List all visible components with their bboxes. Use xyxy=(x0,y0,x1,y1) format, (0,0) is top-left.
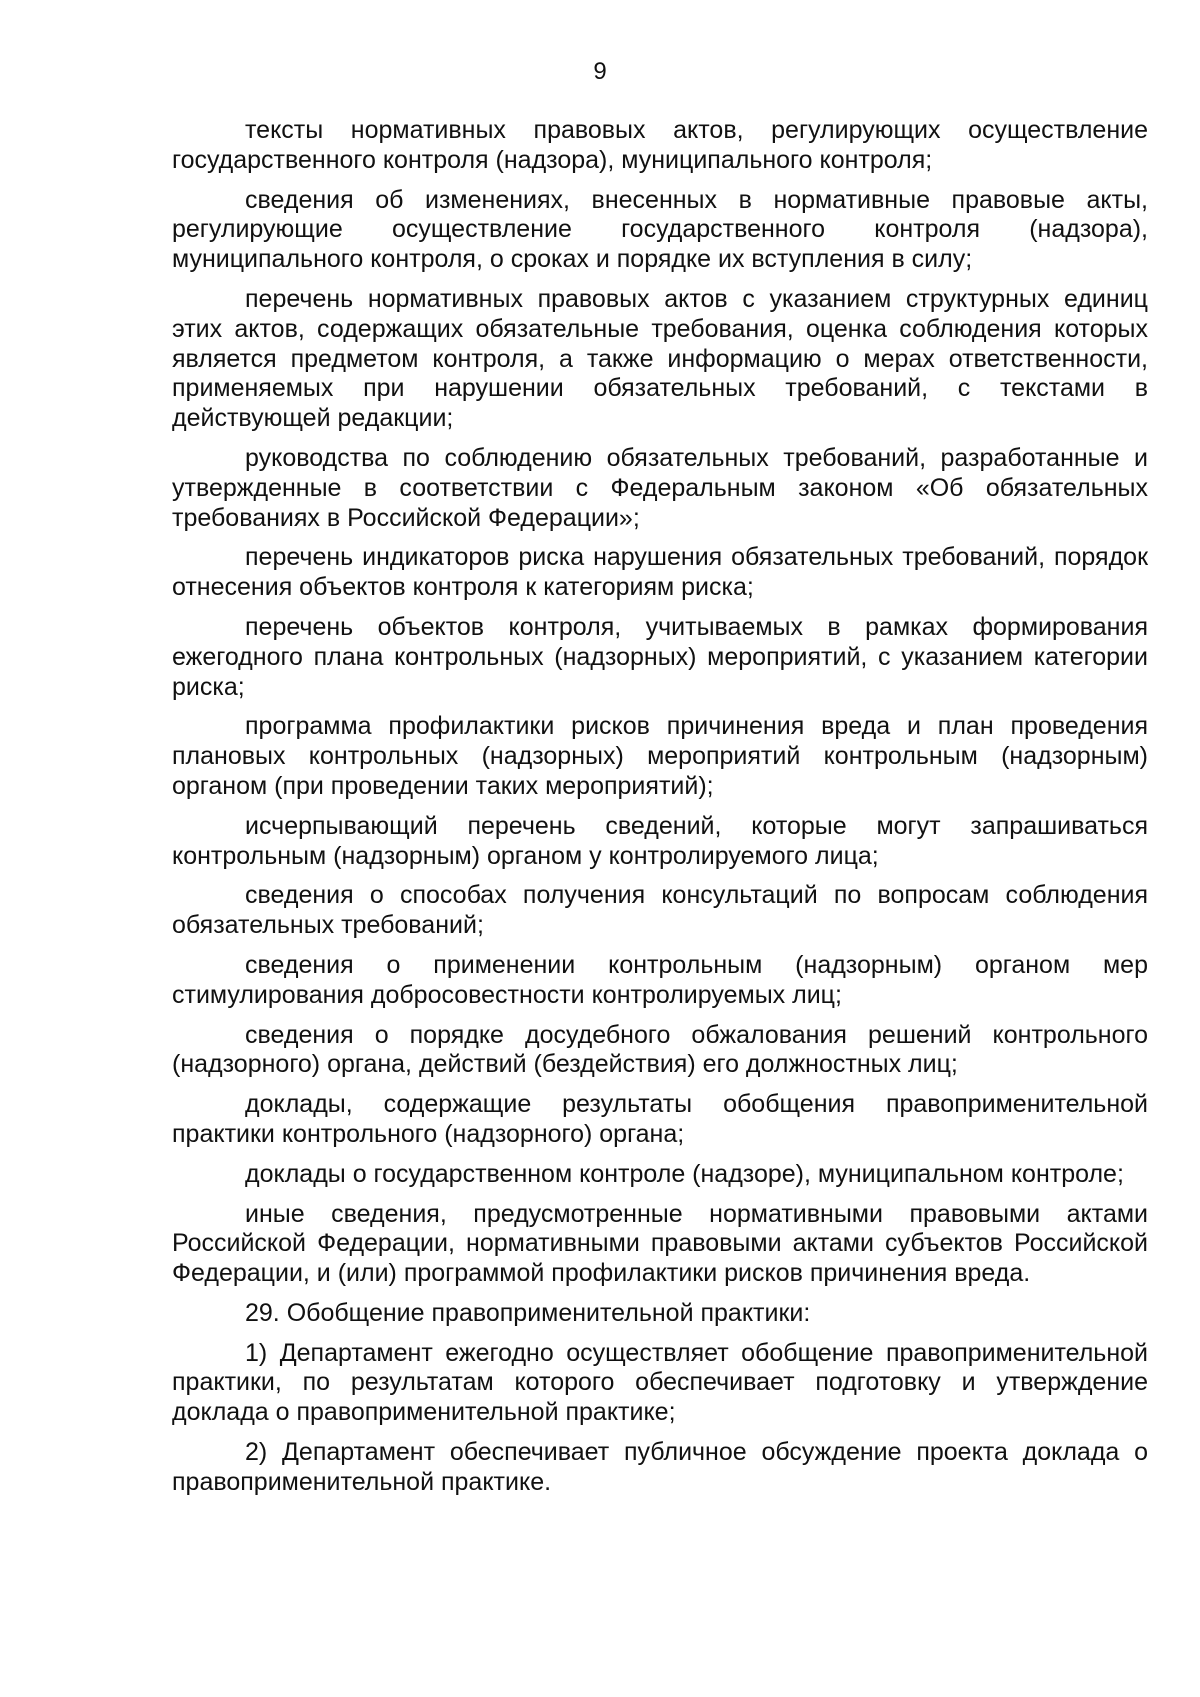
paragraph: сведения о порядке досудебного обжалования решений контрольного (надзорного) органа, действий (бездействия) его должностных лиц; xyxy=(172,1020,1148,1079)
paragraph: исчерпывающий перечень сведений, которые могут запрашиваться контрольным (надзорным) органом у контролируемого лица; xyxy=(172,811,1148,870)
paragraph: программа профилактики рисков причинения вреда и план проведения плановых контрольных (надзорных) мероприятий контрольным (надзорным) органом (при проведении таких мероприятий); xyxy=(172,712,1148,800)
paragraph: перечень нормативных правовых актов с указанием структурных единиц этих актов, содержащих обязательные требования, оценка соблюдения которых является предметом контроля, а также информацию о мерах ответственности, применяемых при нарушении обязательных требований, с текстами в действующей редакции; xyxy=(172,284,1148,433)
paragraph: перечень индикаторов риска нарушения обязательных требований, порядок отнесения объектов контроля к категориям риска; xyxy=(172,543,1148,602)
document-body xyxy=(172,116,1148,1508)
page-number: 9 xyxy=(593,58,607,85)
paragraph: иные сведения, предусмотренные нормативными правовыми актами Российской Федерации, нормативными правовыми актами субъектов Российской Федерации, и (или) программой профилактики рисков причинения вреда. xyxy=(172,1199,1148,1288)
paragraph: 29. Обобщение правоприменительной практики: xyxy=(245,1298,811,1327)
paragraph: 1) Департамент ежегодно осуществляет обобщение правоприменительной практики, по результатам которого обеспечивает подготовку и утверждение доклада о правоприменительной практике; xyxy=(172,1338,1148,1427)
paragraph: руководства по соблюдению обязательных требований, разработанные и утвержденные в соответствии с Федеральным законом «Об обязательных требованиях в Российской Федерации»; xyxy=(172,443,1148,532)
paragraph: доклады, содержащие результаты обобщения правоприменительной практики контрольного (надзорного) органа; xyxy=(172,1090,1148,1148)
paragraph: сведения о применении контрольным (надзорным) органом мер стимулирования добросовестности контролируемых лиц; xyxy=(172,950,1148,1009)
paragraph: доклады о государственном контроле (надзоре), муниципальном контроле; xyxy=(245,1159,1124,1188)
paragraph: сведения о способах получения консультаций по вопросам соблюдения обязательных требований; xyxy=(172,881,1148,940)
paragraph: перечень объектов контроля, учитываемых в рамках формирования ежегодного плана контрольных (надзорных) мероприятий, с указанием категории риска; xyxy=(172,612,1148,701)
paragraph: сведения об изменениях, внесенных в нормативные правовые акты, регулирующие осуществление государственного контроля (надзора), муниципального контроля, о сроках и порядке их вступления в силу; xyxy=(172,185,1148,274)
paragraph: тексты нормативных правовых актов, регулирующих осуществление государственного контроля (надзора), муниципального контроля; xyxy=(172,116,1148,174)
paragraph: 2) Департамент обеспечивает публичное обсуждение проекта доклада о правоприменительной практике. xyxy=(172,1438,1148,1496)
